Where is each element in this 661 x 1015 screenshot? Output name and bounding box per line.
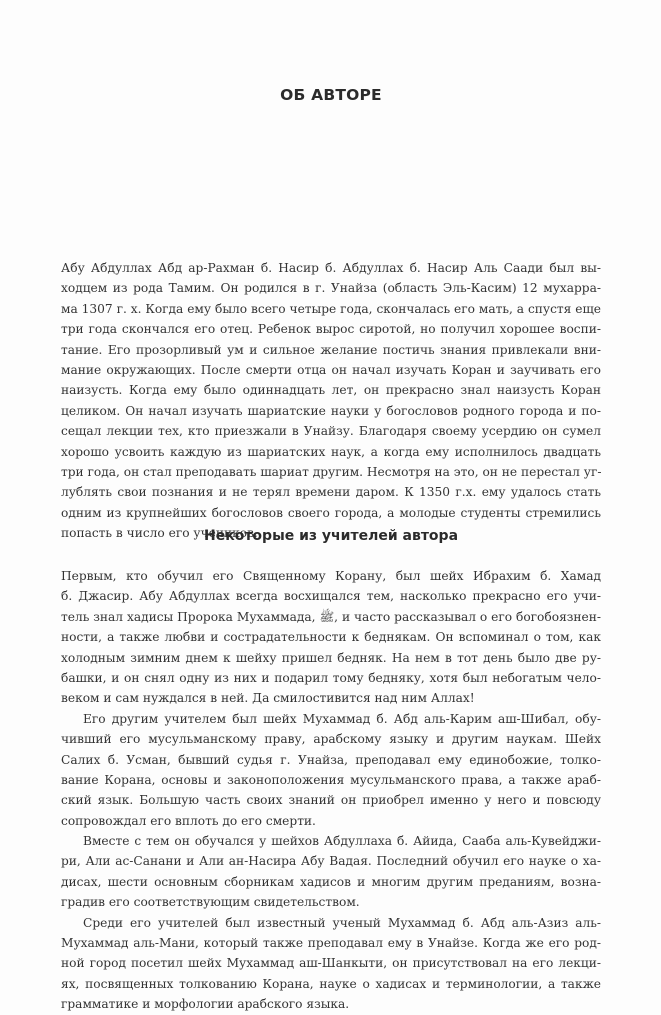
- text-line: сопровождал его вплоть до его смерти.: [61, 813, 316, 828]
- text-line: ма 1307 г. х. Когда ему было всего четыре года, скончалась его мать, а спустя еще: [61, 301, 601, 316]
- text-line: Вместе с тем он обучался у шейхов Абдуллаха б. Айида, Сааба аль-Кувейджи-: [83, 834, 601, 849]
- text-line: вание Корана, основы и законоположения мусульманского права, а также араб-: [61, 772, 601, 787]
- text-line: лублять свои познания и не терял времени даром. К 1350 г.х. ему удалось стать: [61, 485, 601, 500]
- text-line: тель знал хадисы Пророка Мухаммада, ﷺ, и часто рассказывал о его богобоязнен-: [61, 609, 601, 624]
- text-line: ности, а также любви и сострадательности к беднякам. Он вспоминал о том, как: [61, 630, 601, 645]
- text-line: Его другим учителем был шейх Мухаммад б. Абд аль-Карим аш-Шибал, обу-: [83, 711, 601, 726]
- text-line: ский язык. Большую часть своих знаний он приобрел именно у него и повсюду: [61, 793, 601, 808]
- text-line: ходцем из рода Тамим. Он родился в г. Унайза (область Эль-Касим) 12 мухарра-: [61, 281, 601, 296]
- text-line: Мухаммад аль-Мани, который также преподавал ему в Унайзе. Когда же его род-: [61, 936, 601, 951]
- text-line: б. Джасир. Абу Абдуллах всегда восхищался тем, насколько прекрасно его учи-: [61, 589, 601, 604]
- author-biography-paragraph: [61, 258, 601, 543]
- text-line: чивший его мусульманскому праву, арабскому языку и другим наукам. Шейх: [61, 732, 601, 747]
- teachers-section: [61, 566, 601, 1015]
- text-line: попасть в число его учеников.: [61, 526, 258, 541]
- text-line: дисах, шести основным сборникам хадисов и многим другим преданиям, возна-: [61, 874, 601, 889]
- text-line: веком и сам нуждался в ней. Да смилостивится над ним Аллах!: [61, 691, 475, 706]
- text-line: ной город посетил шейх Мухаммад аш-Шанкыти, он присутствовал на его лекци-: [61, 956, 601, 971]
- page-title: ОБ АВТОРЕ: [280, 86, 382, 104]
- text-line: три года, он стал преподавать шариат другим. Несмотря на это, он не перестал уг-: [61, 464, 602, 479]
- text-line: хорошо усвоить каждую из шариатских наук, а когда ему исполнилось двадцать: [61, 444, 601, 459]
- text-line: Салих б. Усман, бывший судья г. Унайза, преподавал ему единобожие, толко-: [61, 752, 601, 767]
- text-line: мание окружающих. После смерти отца он начал изучать Коран и заучивать его: [61, 362, 601, 377]
- text-line: ях, посвященных толкованию Корана, науке о хадисах и терминологии, а также: [61, 976, 601, 991]
- text-line: наизусть. Когда ему было одиннадцать лет, он прекрасно знал наизусть Коран: [61, 383, 601, 398]
- text-line: три года скончался его отец. Ребенок вырос сиротой, но получил хорошее воспи-: [61, 322, 601, 337]
- text-line: Среди его учителей был известный ученый Мухаммад б. Абд аль-Азиз аль-: [83, 915, 601, 930]
- text-line: холодным зимним днем к шейху пришел бедняк. На нем в тот день было две ру-: [61, 650, 601, 665]
- text-line: целиком. Он начал изучать шариатские науки у богословов родного города и по-: [61, 403, 601, 418]
- text-line: Первым, кто обучил его Священному Корану, был шейх Ибрахим б. Хамад: [61, 569, 601, 583]
- text-line: сещал лекции тех, кто приезжали в Унайзу. Благодаря своему усердию он сумел: [61, 424, 601, 439]
- text-line: тание. Его прозорливый ум и сильное желание постичь знания привлекали вни-: [61, 342, 601, 357]
- text-line: Абу Абдуллах Абд ар-Рахман б. Насир б. Абдуллах б. Насир Аль Саади был вы-: [61, 261, 601, 275]
- section-heading: Некоторые из учителей автора: [203, 528, 459, 544]
- text-line: грамматике и морфологии арабского языка.: [61, 997, 350, 1012]
- text-line: градив его соответствующим свидетельством.: [61, 895, 360, 910]
- text-line: башки, и он снял одну из них и подарил тому бедняку, хотя был небогатым чело-: [61, 670, 601, 685]
- text-line: ри, Али ас-Санани и Али ан-Насира Абу Вадая. Последний обучил его науке о ха-: [61, 854, 601, 869]
- text-line: одним из крупнейших богословов своего города, а молодые студенты стремились: [61, 505, 601, 520]
